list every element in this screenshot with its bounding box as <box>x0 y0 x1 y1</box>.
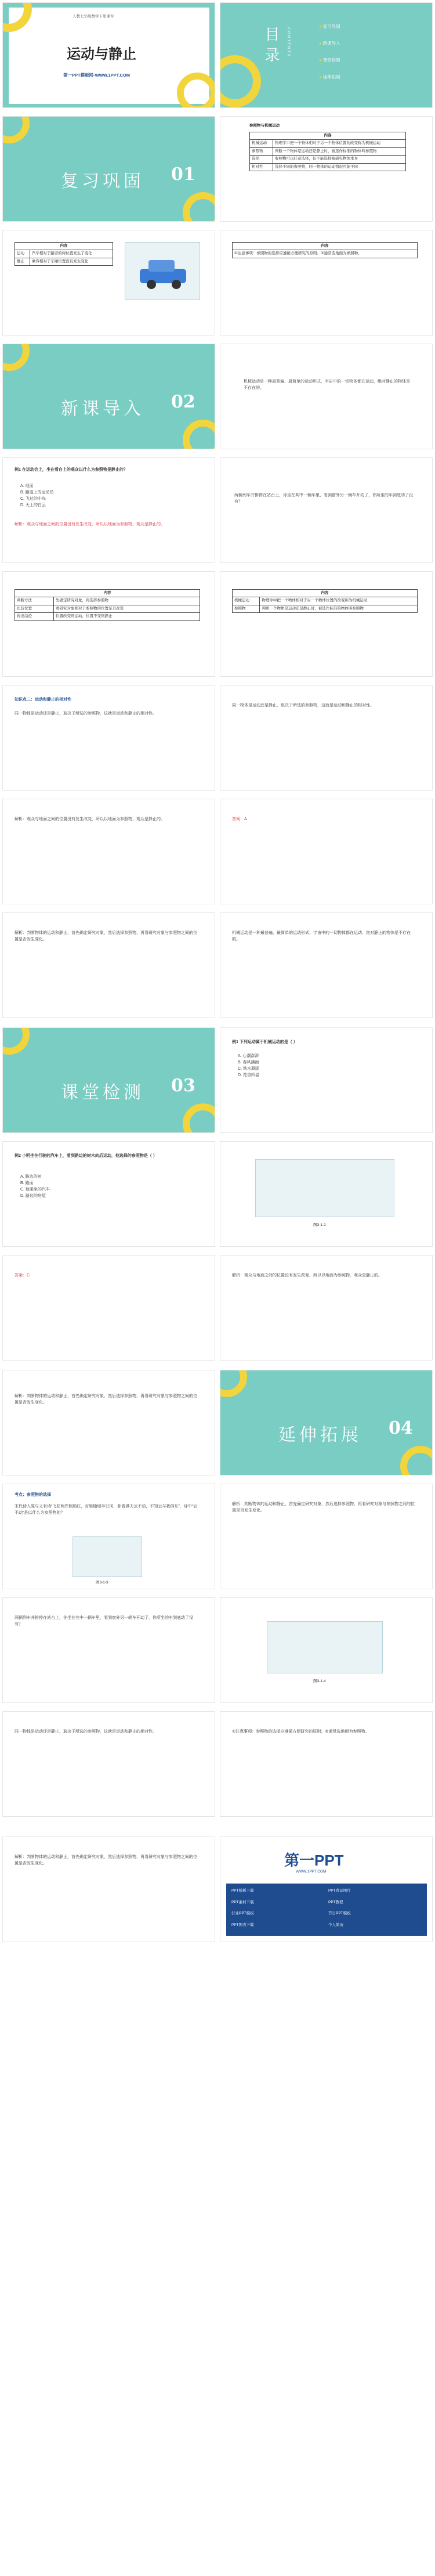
option[interactable]: C. 他乘坐的汽车 <box>20 1187 50 1192</box>
contents-item[interactable]: ● 新课导入 <box>319 40 340 46</box>
extend2-slide <box>2 1597 215 1703</box>
review-heading: 参照物与机械运动 <box>249 124 280 128</box>
lesson-table-slide <box>2 571 215 677</box>
lesson-answer: 答案：A <box>232 817 247 821</box>
example1-text: 例1 在运动会上，坐在看台上的观众以什么为参照物是静止的？ <box>14 468 128 472</box>
example1-options <box>20 484 194 508</box>
check-analysis-slide <box>220 1255 433 1361</box>
contents-slide <box>220 2 433 108</box>
footer-link[interactable]: PPT教程 <box>328 1900 343 1904</box>
check-q1-options <box>238 1054 259 1078</box>
intro-question: 两辆列车并排停在站台上，你坐在其中一辆车里，看到窗外另一辆车开动了，你所坐的车到底动了没有？ <box>234 493 413 504</box>
knowledge-title: 知识点二：运动和静止的相对性 <box>14 698 71 702</box>
relative-slide <box>220 685 433 791</box>
lesson-detail-text: 解析：观众与地面之间的位置没有发生改变，所以以地面为参照物，观众是静止的。 <box>14 817 165 821</box>
footer-links <box>226 1884 427 1936</box>
review-table-copy: 内容 机械运动 物理学中把一个物体相对于另一个物体位置的改变称为机械运动 参照物 判断一个物体是运动还是静止时，被选作标准的物体叫参照物 <box>232 589 418 613</box>
extend-figure <box>72 1536 142 1577</box>
extend-fig-label: 图3-1-3 <box>96 1581 108 1585</box>
review-note-table: 内容 ①注意事项：参照物的选择应遵循方便研究的原则；②通常选地面为参照物。 <box>232 242 418 258</box>
lesson-detail3-slide <box>220 912 433 1018</box>
section1-num: 01 <box>171 164 195 185</box>
section1-title: 复习巩固 <box>61 171 144 192</box>
option[interactable]: C. 飞过的小鸟 <box>20 496 46 501</box>
footer-link[interactable]: PPT素材下载 <box>231 1900 254 1904</box>
check-q2-slide <box>2 1141 215 1247</box>
review-note-slide <box>220 230 433 335</box>
section4-num: 04 <box>389 1418 413 1438</box>
option[interactable]: B. 跑道上的运动员 <box>20 490 54 495</box>
footer-url[interactable]: WWW.1PPT.COM <box>296 1870 327 1874</box>
review2-slide <box>2 230 215 335</box>
cover-slide <box>2 2 215 108</box>
extend-text: 宋代诗人陈与义有诗“飞花两岸照船红，百里榆堤半日风，卧看满天云不动，不知云与我俱东”，诗中“云不动”是以什么为参照物的？ <box>14 1505 197 1515</box>
option[interactable]: B. 春风拂面 <box>238 1060 259 1065</box>
option[interactable]: D. 天上的白云 <box>20 503 46 507</box>
extend-intro-slide <box>2 1370 215 1475</box>
intro-question-slide <box>220 457 433 563</box>
example1-analysis: 解析：观众与地面之间的位置没有发生改变，所以以地面为参照物，观众是静止的。 <box>14 522 165 526</box>
option[interactable]: D. 路边的房屋 <box>20 1193 46 1198</box>
footer-ad-slide <box>220 1837 433 1942</box>
check-analysis: 解析：观众与地面之间的位置没有发生改变，所以以地面为参照物，观众是静止的。 <box>232 1273 382 1278</box>
check-answer: 答案：C <box>14 1273 30 1278</box>
section3-num: 03 <box>171 1076 195 1096</box>
intro-slide <box>220 344 433 449</box>
section2-title: 新课导入 <box>61 399 144 419</box>
option[interactable]: B. 路面 <box>20 1181 34 1185</box>
option[interactable]: A. 地面 <box>20 484 34 488</box>
extend-answer-slide <box>220 1484 433 1589</box>
contents-list <box>319 24 340 81</box>
car-image <box>125 242 200 300</box>
car-icon <box>125 243 201 301</box>
cover-header: 人教七年级数学下册课件 <box>72 15 114 19</box>
section2-slide <box>2 344 215 449</box>
section4-title: 延伸拓展 <box>278 1425 362 1445</box>
lesson-detail-slide <box>2 799 215 904</box>
lesson-answer-slide <box>220 799 433 904</box>
extend-answer-text: 解析：判断物体的运动和静止，首先确定研究对象，然后选择参照物，再看研究对象与参照物之间的位置是否发生变化。 <box>232 1502 415 1513</box>
option[interactable]: D. 花香四溢 <box>238 1073 259 1077</box>
section4-slide <box>220 1370 433 1475</box>
extend3-slide <box>220 1597 433 1703</box>
section2-num: 02 <box>171 392 195 412</box>
cover-subtitle[interactable]: 第一PPT模板网-WWW.1PPT.COM <box>63 73 130 78</box>
option[interactable]: A. 路边的树 <box>20 1175 42 1179</box>
review-slide <box>220 116 433 222</box>
cover-title: 运动与静止 <box>67 46 136 62</box>
check-fig-slide <box>220 1141 433 1247</box>
extend5-text: ①注意事项：参照物的选择应遵循方便研究的原则；②通常选地面为参照物。 <box>232 1730 369 1734</box>
check-answer-slide <box>2 1255 215 1361</box>
review-table: 内容 机械运动 物理学中把一个物体相对于另一个物体位置的改变称为机械运动 参照物 判断一个物体是运动还是静止时，被选作标准的物体叫参照物 选择 参照物可以任意选择，但不能选择被研究物体本身 相对性 选择不同的参照物，同一物体的运动情况可能不同 <box>249 132 406 171</box>
check-q2: 例2 小明坐在行驶的汽车上，看到路边的树木向后运动，他选择的参照物是（ ） <box>14 1154 157 1158</box>
footer-link[interactable]: PPT背景图片 <box>328 1889 351 1893</box>
section3-title: 课堂检测 <box>61 1083 144 1103</box>
footer-link[interactable]: 节日PPT模板 <box>328 1911 351 1915</box>
section1-slide <box>2 116 215 222</box>
relative-text: 同一物体是运动还是静止，取决于所选的参照物，这就是运动和静止的相对性。 <box>14 712 157 716</box>
lesson-detail2-slide <box>2 912 215 1018</box>
contents-item[interactable]: ● 延伸拓展 <box>319 74 340 80</box>
extend2-text: 两辆列车并排停在站台上，你坐在其中一辆车里，看到窗外另一辆车开动了，你所坐的车到底动了没有？ <box>14 1616 193 1626</box>
contents-item[interactable]: ● 课堂检测 <box>319 57 340 63</box>
check-q1: 例1 下列运动属于机械运动的是（ ） <box>232 1040 298 1044</box>
footer-link[interactable]: PPT图表下载 <box>231 1922 254 1927</box>
relative-text-2: 同一物体是运动还是静止，取决于所选的参照物，这就是运动和静止的相对性。 <box>232 703 374 708</box>
footer-link[interactable]: PPT模板下载 <box>231 1889 254 1893</box>
footer-brand[interactable]: 第一PPT <box>284 1852 344 1869</box>
extend-summary-text: 解析：判断物体的运动和静止，首先确定研究对象，然后选择参照物，再看研究对象与参照物之间的位置是否发生变化。 <box>14 1394 197 1405</box>
extend4-slide <box>2 1711 215 1817</box>
contents-title: 目录 <box>263 26 280 68</box>
option[interactable]: C. 铁水凝固 <box>238 1066 259 1071</box>
extend3-figure <box>267 1621 383 1673</box>
knowledge-slide <box>2 685 215 791</box>
option[interactable]: A. 心潮澎湃 <box>238 1054 259 1058</box>
lesson-table: 内容 判断方法 先确定研究对象，再选择参照物 比较位置 看研究对象相对于参照物的位置是否改变 得出结论 位置改变则运动，位置不变则静止 <box>14 589 200 621</box>
contents-item[interactable]: ● 复习巩固 <box>319 24 340 29</box>
check-fig-label: 图3-1-2 <box>313 1223 326 1227</box>
intro-text: 机械运动是一种最普遍、最简单的运动形式，宇宙中的一切物体都在运动，绝对静止的物体是不存在的。 <box>244 380 410 390</box>
footer-link[interactable]: 个人简历 <box>328 1922 343 1927</box>
lesson-detail3-text: 机械运动是一种最普遍、最简单的运动形式，宇宙中的一切物体都在运动，绝对静止的物体是不存在的。 <box>232 931 411 941</box>
final-summary-slide <box>2 1837 215 1942</box>
extend-title: 考点：参照物的选择 <box>14 1493 51 1497</box>
extend5-slide <box>220 1711 433 1817</box>
contents-title-en: CONTENTS <box>286 27 291 57</box>
check-q1-slide <box>220 1027 433 1133</box>
check-q2-options <box>20 1174 50 1199</box>
footer-link[interactable]: 行业PPT模板 <box>231 1911 254 1915</box>
lesson-example-slide <box>2 457 215 563</box>
lesson-detail2-text: 解析：判断物体的运动和静止，首先确定研究对象，然后选择参照物，再看研究对象与参照物之间的位置是否发生变化。 <box>14 931 197 941</box>
extend3-fig-label: 图3-1-4 <box>313 1679 326 1683</box>
check-figure <box>255 1159 394 1217</box>
extend-slide <box>2 1484 215 1589</box>
review2-table: 内容 运动 汽车相对于路旁的树位置发生了变化 静止 乘客相对于车厢位置没有发生变化 <box>14 242 113 266</box>
final-summary: 解析：判断物体的运动和静止，首先确定研究对象，然后选择参照物，再看研究对象与参照物之间的位置是否发生变化。 <box>14 1855 197 1866</box>
lesson-table2-slide <box>220 571 433 677</box>
extend4-text: 同一物体是运动还是静止，取决于所选的参照物，这就是运动和静止的相对性。 <box>14 1730 157 1734</box>
section3-slide <box>2 1027 215 1133</box>
